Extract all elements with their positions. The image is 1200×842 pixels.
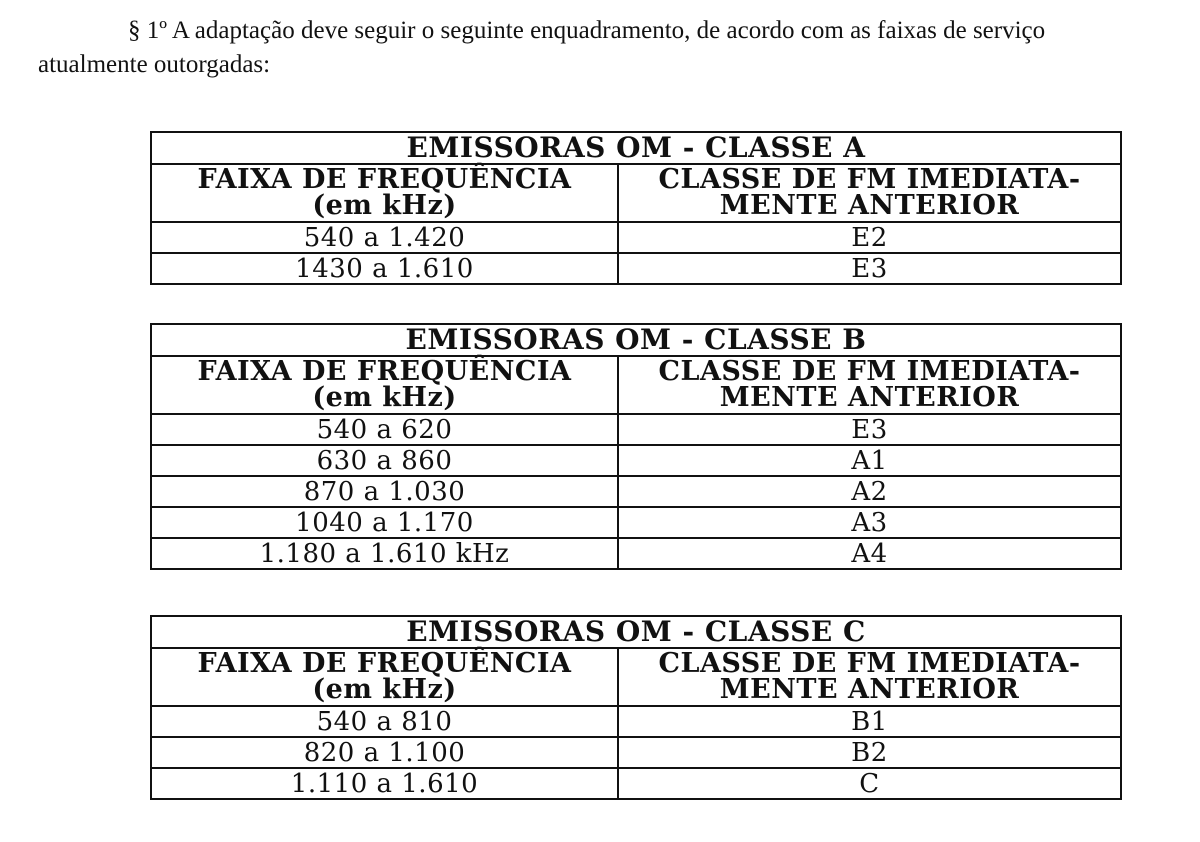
column-header-frequency [151,164,618,222]
fm-class-cell: C [618,768,1121,799]
column-header-fm-class [618,648,1121,706]
column-header-fm-class [618,356,1121,414]
column-header-frequency-line2: (em kHz) [312,674,457,705]
intro-paragraph [38,14,1158,82]
table-title: EMISSORAS OM - CLASSE C [151,616,1121,648]
frequency-cell: 1.180 a 1.610 kHz [151,538,618,569]
column-header-frequency [151,648,618,706]
fm-class-cell: A3 [618,507,1121,538]
frequency-cell: 540 a 620 [151,414,618,445]
table-title: EMISSORAS OM - CLASSE B [151,324,1121,356]
intro-paragraph-text: § 1º A adaptação deve seguir o seguinte enquadramento, de acordo com as faixas de serviço atualmente outorgadas: [38,17,1046,78]
table-row [151,538,1121,569]
frequency-cell: 1.110 a 1.610 [151,768,618,799]
column-header-fm-class-line1: CLASSE DE FM IMEDIATA- [658,164,1081,195]
frequency-cell: 540 a 1.420 [151,222,618,253]
fm-class-cell: B2 [618,737,1121,768]
fm-class-cell: E3 [618,253,1121,284]
frequency-cell: 820 a 1.100 [151,737,618,768]
frequency-cell: 540 a 810 [151,706,618,737]
table-row [151,706,1121,737]
table-row [151,222,1121,253]
table-row [151,507,1121,538]
fm-class-cell: E2 [618,222,1121,253]
frequency-cell: 1430 a 1.610 [151,253,618,284]
frequency-cell: 630 a 860 [151,445,618,476]
table-row [151,476,1121,507]
fm-class-cell: E3 [618,414,1121,445]
column-header-frequency-line2: (em kHz) [312,190,457,221]
fm-class-cell: A2 [618,476,1121,507]
table-row [151,253,1121,284]
table-class-c [150,615,1122,800]
table-class-a [150,131,1122,285]
table-row [151,445,1121,476]
column-header-fm-class-line2: MENTE ANTERIOR [719,190,1020,221]
frequency-cell: 870 a 1.030 [151,476,618,507]
table-row [151,768,1121,799]
column-header-fm-class [618,164,1121,222]
fm-class-cell: A1 [618,445,1121,476]
table-class-b [150,323,1122,570]
column-header-frequency [151,356,618,414]
column-header-fm-class-line2: MENTE ANTERIOR [719,382,1020,413]
table-row [151,414,1121,445]
table-title: EMISSORAS OM - CLASSE A [151,132,1121,164]
column-header-fm-class-line2: MENTE ANTERIOR [719,674,1020,705]
fm-class-cell: A4 [618,538,1121,569]
column-header-fm-class-line1: CLASSE DE FM IMEDIATA- [658,356,1081,387]
table-row [151,737,1121,768]
fm-class-cell: B1 [618,706,1121,737]
column-header-frequency-line1: FAIXA DE FREQUÊNCIA [197,164,572,195]
column-header-fm-class-line1: CLASSE DE FM IMEDIATA- [658,648,1081,679]
frequency-cell: 1040 a 1.170 [151,507,618,538]
column-header-frequency-line2: (em kHz) [312,382,457,413]
column-header-frequency-line1: FAIXA DE FREQUÊNCIA [197,648,572,679]
column-header-frequency-line1: FAIXA DE FREQUÊNCIA [197,356,572,387]
